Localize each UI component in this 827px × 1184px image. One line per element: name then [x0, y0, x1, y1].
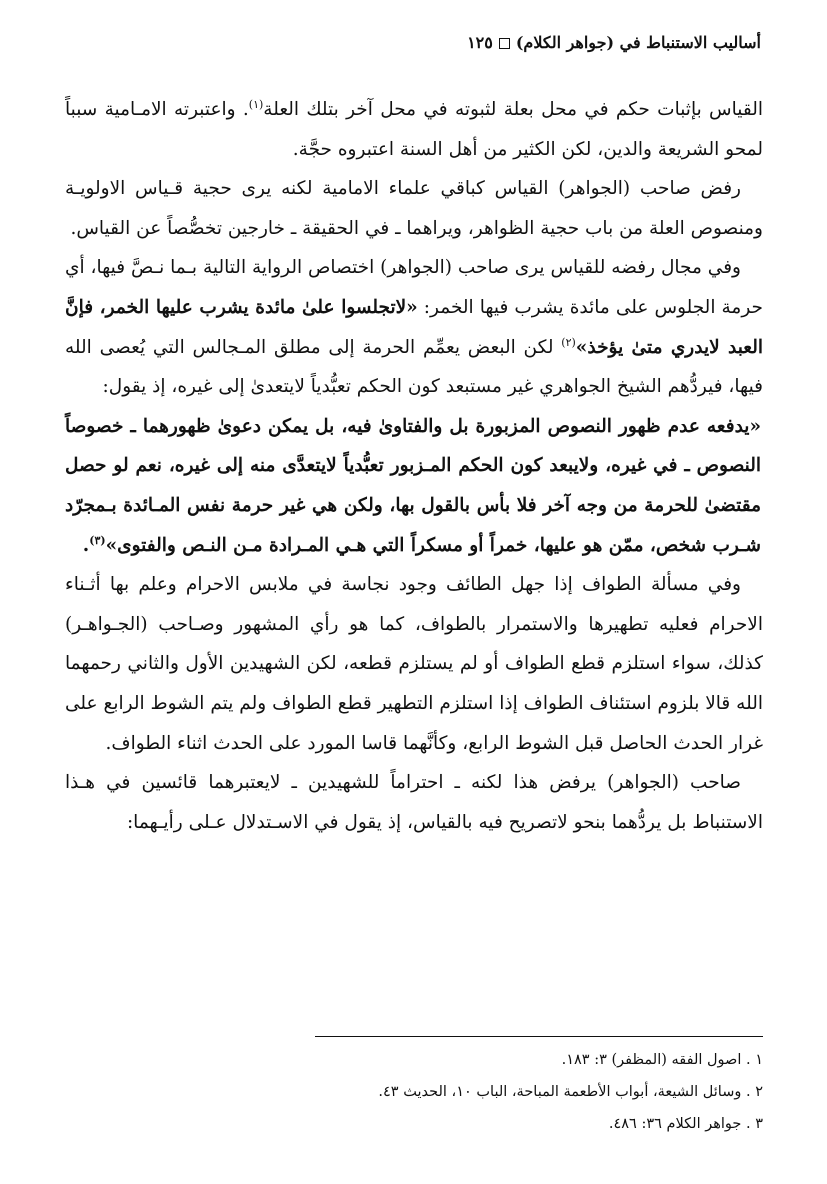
- block-quote: [65, 407, 763, 565]
- paragraph-1: [65, 90, 763, 169]
- footnotes: [65, 1044, 763, 1140]
- header-title: أساليب الاستنباط في (جواهر الكلام): [515, 33, 761, 52]
- paragraph-5: صاحب (الجواهر) يرفض هذا لكنه ـ احتراماً للشهيدين ـ لايعتبرهما قائسين في هـذا الاستنباط بل يردُّهما بنحو لاتصريح فيه بالقياس، إذ يقول في الاسـتدلال عـلى رأيـهما:: [65, 772, 763, 833]
- paragraph-3: [65, 248, 763, 406]
- paragraph-1-text-a: القياس بإثبات حكم في محل بعلة لثبوته في محل آخر بتلك العلة: [263, 99, 763, 120]
- paragraph-4: وفي مسألة الطواف إذا جهل الطائف وجود نجاسة في ملابس الاحرام وعلم بها أثـناء الاحرام فعليه تطهيرها والاستمرار بالطواف، كما هو رأي المشهور وصـاحب (الجـواهـر) كذلك، سواء استلزم قطع الطواف أو لم يستلزم قطعه، لكن الشهيدين الأول والثاني رحمهما الله قالا بلزوم استئناف الطواف إذا استلزم التطهير قطع الطواف ولم يتم الشوط الرابع على غرار الحدث الحاصل قبل الشوط الرابع، وكأنَّهما قاسا المورد على الحدث اثناء الطواف.: [65, 574, 763, 754]
- footnote-3: ٣ . جواهر الكلام ٣٦: ٤٨٦.: [608, 1116, 763, 1132]
- footnote-ref-1: (١): [248, 97, 264, 111]
- block-quote-end: .: [82, 534, 90, 556]
- footnote-1: ١ . اصول الفقه (المظفر) ٣: ١٨٣.: [561, 1052, 763, 1068]
- footnote-ref-3: (٣): [89, 533, 106, 547]
- block-quote-text: «يدفعه عدم ظهور النصوص المزبورة بل والفتاوىٰ فيه، بل يمكن دعوىٰ ظهورهما ـ خصوصاً النصوص ـ في غيره، ولايبعد كون الحكم المـزبور تعبُّدياً لايتعدَّى منه إلى غيره، نعم لو حصل مقتضىٰ للحرمة من وجه آخر فلا بأس بالقول بها، ولكن هي غير حرمة نفس المـائدة بـمجرّد شـرب شخص، ممّن هو عليها، خمراً أو مسكراً التي هـي المـرادة مـن النـص والفتوى»: [65, 415, 761, 556]
- paragraph-3-text-a: وفي مجال رفضه للقياس يرى صاحب (الجواهر) اختصاص الرواية التالية بـما نـصَّ فيها، أي حرمة الجلوس على مائدة يشرب فيها الخمر:: [65, 257, 763, 318]
- header-separator-box: [499, 38, 510, 49]
- running-header: [467, 32, 761, 54]
- paragraph-3-text-b: لكن البعض يعمِّم الحرمة إلى مطلق المـجالس التي يُعصى الله فيها، فيردُّهم الشيخ الجواهري غير مستبعد كون الحكم تعبُّدياً لايتعدىٰ إلى غيره، إذ يقول:: [65, 336, 763, 398]
- paragraph-1-text-b: . واعتبرته الامـامية سبباً لمحو الشريعة والدين، لكن الكثير من أهل السنة اعتبروه حجَّة.: [65, 99, 763, 160]
- footnote-2: ٢ . وسائل الشيعة، أبواب الأطعمة المباحة، الباب ١٠، الحديث ٤٣.: [378, 1084, 763, 1100]
- paragraph-3-hadith-quote: «لاتجلسوا علىٰ مائدة يشرب عليها الخمر، فإنَّ العبد لايدري متىٰ يؤخذ»: [65, 296, 763, 358]
- body-text: [65, 90, 763, 842]
- header-page-number: ١٢٥: [467, 33, 493, 52]
- paragraph-2: رفض صاحب (الجواهر) القياس كباقي علماء الامامية لكنه يرى حجية قـياس الاولويـة ومنصوص العلة من باب حجية الظواهر، ويراهما ـ في الحقيقة ـ خارجين تخصُّصاً عن القياس.: [65, 178, 763, 239]
- footnote-separator: [315, 1036, 763, 1037]
- footnote-ref-2: (٢): [561, 335, 576, 349]
